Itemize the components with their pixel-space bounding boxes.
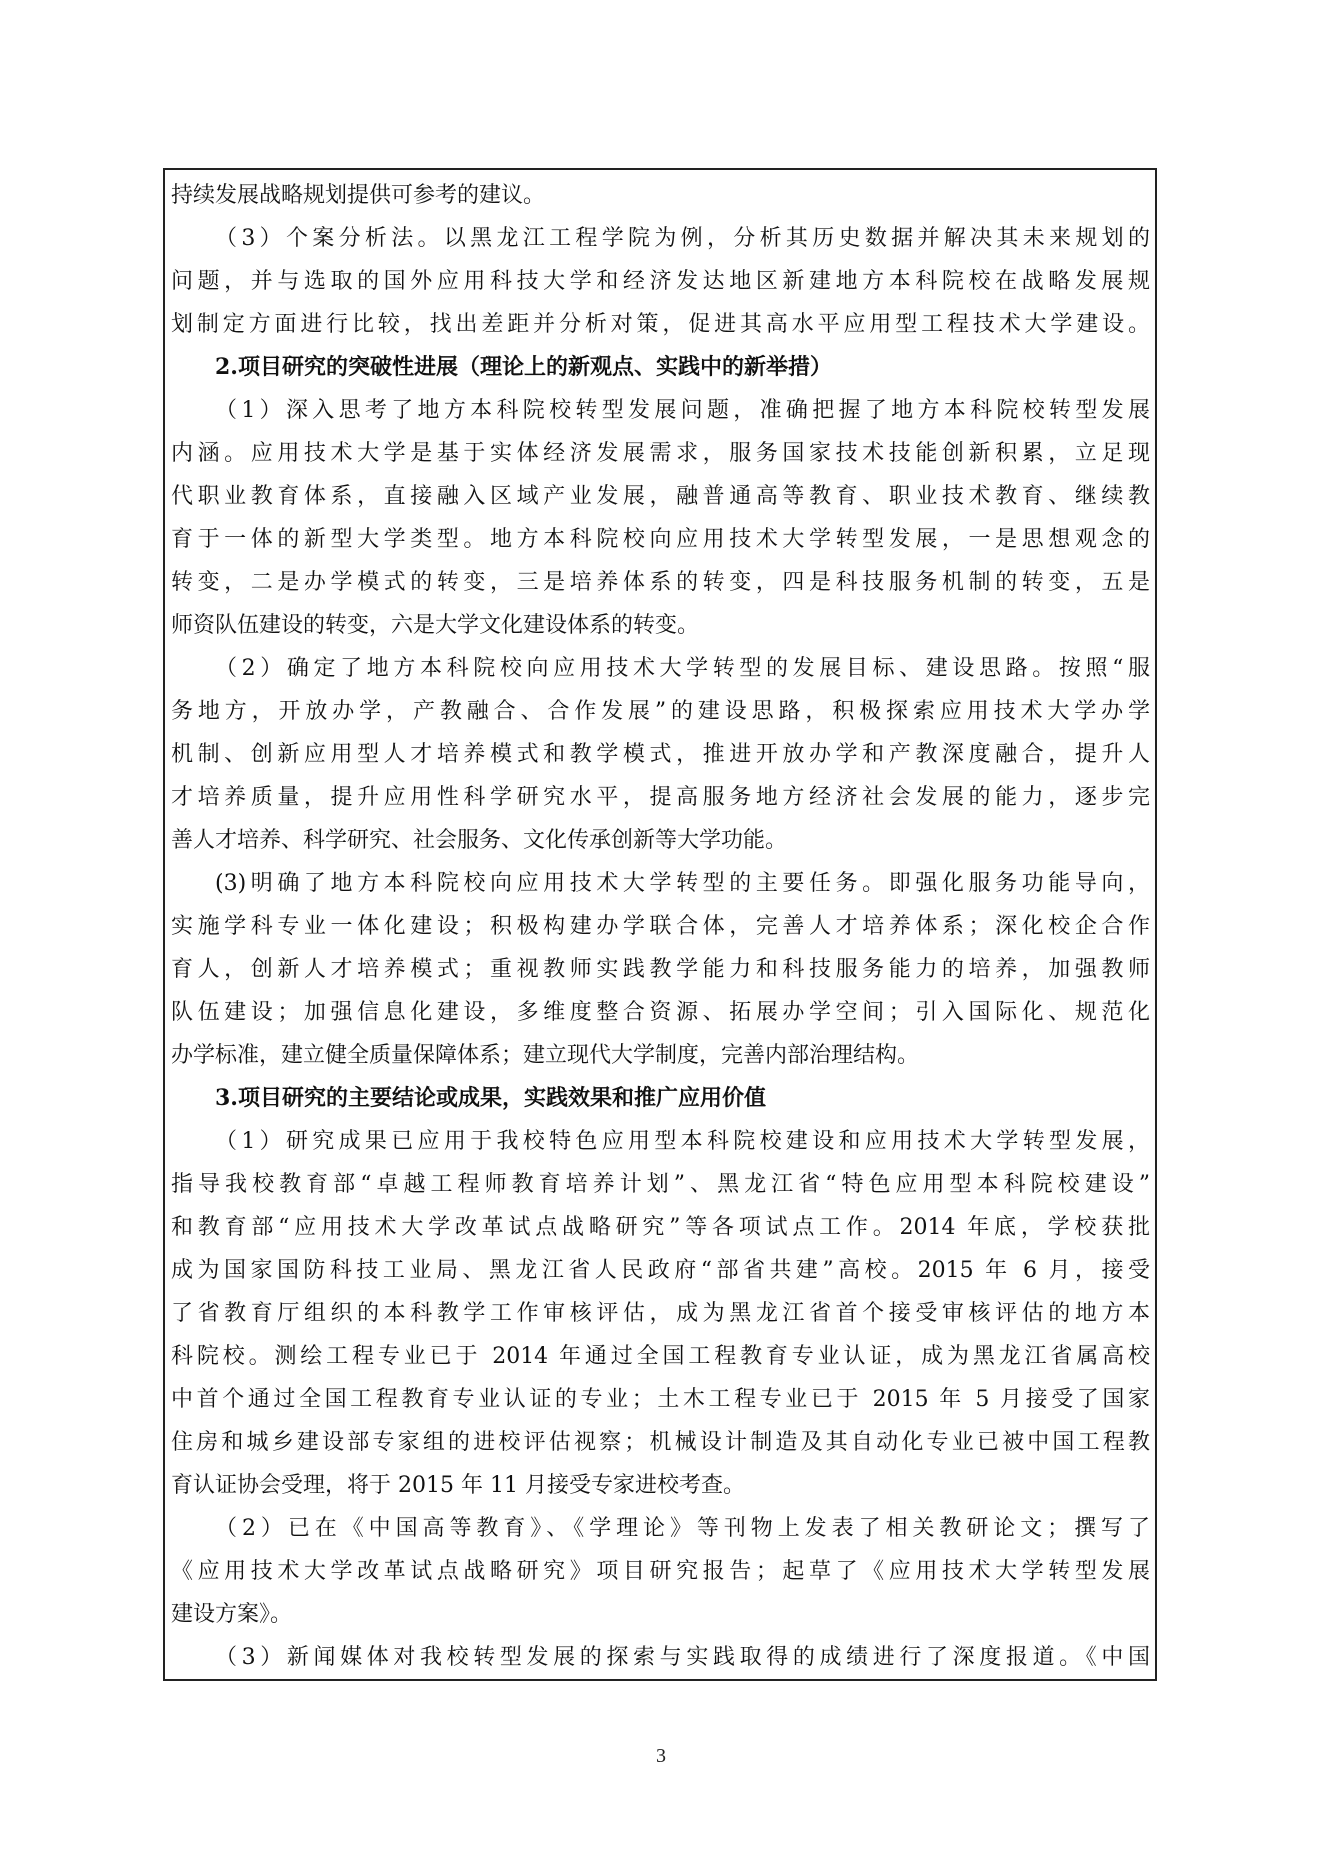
text-line: 中首个通过全国工程教育专业认证的专业；土木工程专业已于 2015 年 5 月接受了国家 [171,1387,1150,1412]
text-line: 问题，并与选取的国外应用科技大学和经济发达地区新建地方本科院校在战略发展规 [171,269,1150,294]
text-line: 内涵。应用技术大学是基于实体经济发展需求，服务国家技术技能创新积累，立足现 [171,441,1150,466]
text-line: 科院校。测绘工程专业已于 2014 年通过全国工程教育专业认证，成为黑龙江省属高校 [171,1344,1150,1369]
text-line: （2）确定了地方本科院校向应用技术大学转型的发展目标、建设思路。按照“服 [215,656,1150,681]
text-line: 务地方，开放办学，产教融合、合作发展”的建设思路，积极探索应用技术大学办学 [171,699,1150,724]
text-line: 代职业教育体系，直接融入区域产业发展，融普通高等教育、职业技术教育、继续教 [171,484,1150,509]
text-line: 师资队伍建设的转变，六是大学文化建设体系的转变。 [171,613,700,638]
text-line: 持续发展战略规划提供可参考的建议。 [171,183,546,208]
text-line: 才培养质量，提升应用性科学研究水平，提高服务地方经济社会发展的能力，逐步完 [171,785,1150,810]
text-line: 转变，二是办学模式的转变，三是培养体系的转变，四是科技服务机制的转变，五是 [171,570,1150,595]
text-line: 了省教育厅组织的本科教学工作审核评估，成为黑龙江省首个接受审核评估的地方本 [171,1301,1150,1326]
text-line: 《应用技术大学改革试点战略研究》项目研究报告；起草了《应用技术大学转型发展 [171,1559,1150,1584]
text-line: 队伍建设；加强信息化建设，多维度整合资源、拓展办学空间；引入国际化、规范化 [171,1000,1150,1025]
text-line: 实施学科专业一体化建设；积极构建办学联合体，完善人才培养体系；深化校企合作 [171,914,1150,939]
section-heading: 3.项目研究的主要结论或成果，实践效果和推广应用价值 [215,1085,766,1111]
section-heading: 2.项目研究的突破性进展（理论上的新观点、实践中的新举措） [215,354,832,380]
text-line: （3）个案分析法。以黑龙江工程学院为例，分析其历史数据并解决其未来规划的 [215,226,1150,251]
text-line: （1）深入思考了地方本科院校转型发展问题，准确把握了地方本科院校转型发展 [215,398,1150,423]
content-table-cell [163,168,1157,1681]
text-line: (3)明确了地方本科院校向应用技术大学转型的主要任务。即强化服务功能导向， [215,871,1150,896]
text-line: （1）研究成果已应用于我校特色应用型本科院校建设和应用技术大学转型发展， [215,1129,1150,1154]
text-line: 育于一体的新型大学类型。地方本科院校向应用技术大学转型发展，一是思想观念的 [171,527,1150,552]
text-line: 办学标准，建立健全质量保障体系；建立现代大学制度，完善内部治理结构。 [171,1043,920,1068]
text-line: 住房和城乡建设部专家组的进校评估视察；机械设计制造及其自动化专业已被中国工程教 [171,1430,1150,1455]
text-line: 划制定方面进行比较，找出差距并分析对策，促进其高水平应用型工程技术大学建设。 [171,312,1150,337]
text-line: 和教育部“应用技术大学改革试点战略研究”等各项试点工作。2014 年底，学校获批 [171,1215,1150,1240]
text-line: 建设方案》。 [171,1602,293,1627]
text-line: 善人才培养、科学研究、社会服务、文化传承创新等大学功能。 [171,828,788,853]
text-line: （3）新闻媒体对我校转型发展的探索与实践取得的成绩进行了深度报道。《中国 [215,1645,1150,1670]
text-line: 指导我校教育部“卓越工程师教育培养计划”、黑龙江省“特色应用型本科院校建设” [171,1172,1150,1197]
text-line: 机制、创新应用型人才培养模式和教学模式，推进开放办学和产教深度融合，提升人 [171,742,1150,767]
text-line: 育认证协会受理，将于 2015 年 11 月接受专家进校考查。 [171,1473,745,1498]
text-line: 成为国家国防科技工业局、黑龙江省人民政府“部省共建”高校。2015 年 6 月，接受 [171,1258,1150,1283]
text-line: （2）已在《中国高等教育》、《学理论》等刊物上发表了相关教研论文；撰写了 [215,1516,1150,1541]
text-line: 育人，创新人才培养模式；重视教师实践教学能力和科技服务能力的培养，加强教师 [171,957,1150,982]
page-number: 3 [656,1745,666,1767]
